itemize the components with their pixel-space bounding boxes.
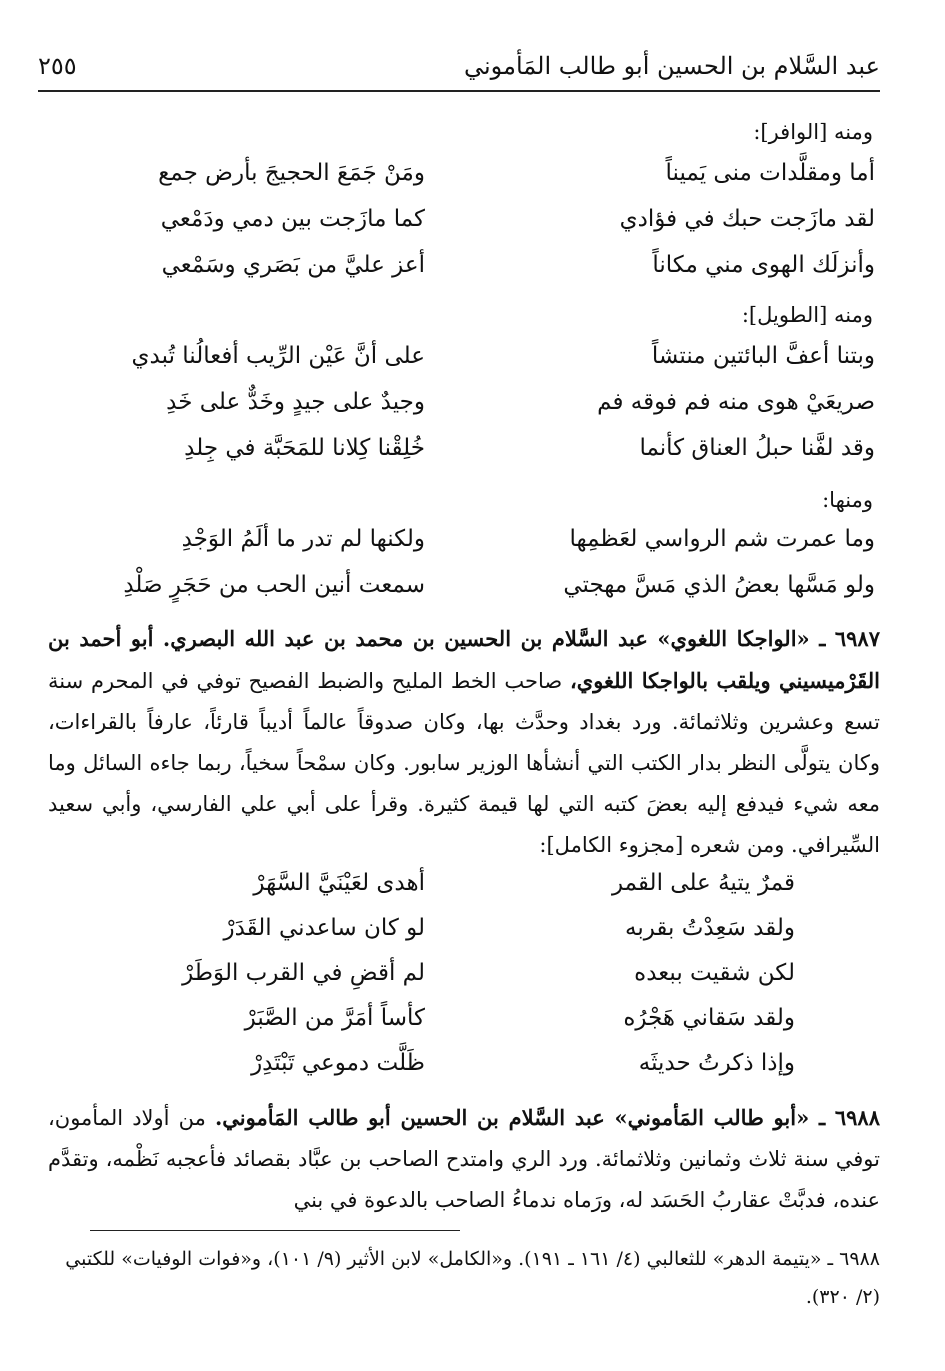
verse-second-hemistich: كما مازَجت بين دمي ودَمْعي bbox=[160, 206, 425, 232]
verse-second-hemistich: أعز عليَّ من بَصَري وسَمْعي bbox=[161, 252, 425, 278]
page-number: ٢٥٥ bbox=[38, 52, 77, 80]
entry-6988-heading: ٦٩٨٨ ـ «أبو طالب المَأموني» عبد السَّلام بن الحسين أبو طالب المَأموني. bbox=[214, 1105, 880, 1130]
verse-line bbox=[70, 206, 875, 250]
verse-first-hemistich: وما عمرت شم الرواسي لعَظمِها bbox=[569, 526, 875, 552]
verse-second-hemistich: خُلِقْنا كِلانا للمَحَبَّة في جِلدِ bbox=[184, 435, 425, 461]
verse-second-hemistich: وجيدٌ على جيدٍ وخَدٌّ على خَدِ bbox=[166, 389, 425, 415]
meter-label: ومنه [الطويل]: bbox=[741, 303, 873, 327]
verse-line bbox=[70, 870, 875, 914]
verse-second-hemistich: ومَنْ جَمَعَ الحجيجَ بأرض جمع bbox=[158, 160, 425, 186]
footnote-divider bbox=[90, 1230, 460, 1231]
verse-second-hemistich: ولكنها لم تدر ما ألَمُ الوَجْدِ bbox=[181, 526, 425, 552]
verse-first-hemistich: ولقد سَعِدْتُ بقربه bbox=[625, 915, 795, 941]
verse-second-hemistich: كأساً أمَرَّ من الصَّبَرْ bbox=[244, 1005, 425, 1031]
running-header bbox=[38, 40, 880, 92]
entry-6988-paragraph bbox=[48, 1097, 880, 1221]
verse-second-hemistich: لم أقضِ في القرب الوَطَرْ bbox=[182, 960, 425, 986]
verse-line bbox=[70, 960, 875, 1004]
verse-first-hemistich: وإذا ذكرتُ حديثَه bbox=[638, 1050, 795, 1076]
verse-first-hemistich: أما ومقلَّدات منى يَميناً bbox=[665, 160, 875, 186]
meter-label: ومنها: bbox=[822, 488, 873, 512]
verse-first-hemistich: قمرٌ يتيهُ على القمر bbox=[611, 870, 795, 896]
verse-second-hemistich: على أنَّ عَيْن الرِّيب أفعالُنا تُبدي bbox=[131, 343, 425, 369]
verse-line bbox=[70, 526, 875, 570]
verse-first-hemistich: وقد لفَّنا حبلُ العناق كأنما bbox=[639, 435, 875, 461]
verse-first-hemistich: ولو مَسَّها بعضُ الذي مَسَّ مهجتي bbox=[563, 572, 875, 598]
verse-line bbox=[70, 252, 875, 296]
verse-second-hemistich: سمعت أنين الحب من حَجَرٍ صَلْدِ bbox=[123, 572, 425, 598]
verse-second-hemistich: أهدى لعَيْنَيَّ السَّهَرْ bbox=[253, 870, 425, 896]
verse-line bbox=[70, 1050, 875, 1094]
entry-6987-heading: ٦٩٨٧ ـ «الواجكا اللغوي» عبد السَّلام بن الحسين بن محمد بن عبد الله البصري. أبو أحمد بن القَرْميسيني ويلقب بالواجكا اللغوي، bbox=[48, 626, 880, 693]
verse-line bbox=[70, 160, 875, 204]
verse-first-hemistich: لكن شقيت ببعده bbox=[634, 960, 795, 986]
verse-second-hemistich: لو كان ساعدني القَدَرْ bbox=[223, 915, 425, 941]
verse-second-hemistich: ظَلَّت دموعي تَبْتَدِرْ bbox=[251, 1050, 425, 1076]
verse-line bbox=[70, 572, 875, 616]
header-title: عبد السَّلام بن الحسين أبو طالب المَأموني bbox=[464, 52, 880, 80]
verse-first-hemistich: وأنزلَك الهوى مني مكاناً bbox=[652, 252, 875, 278]
entry-6987-text: صاحب الخط المليح والضبط الفصيح توفي في المحرم سنة تسع وعشرين وثلاثمائة. ورد بغداد وحدَّث بها، وكان صدوقاً عالماً أديباً قارئاً، عارفاً بالقراءات، وكان يتولَّى النظر بدار الكتب التي أنشأها الوزير سابور. وكان سمْحاً سخياً، ربما جاءه السائل وما معه شيء فيدفع إليه بعضَ كتبه التي لها قيمة كثيرة. وقرأ على أبي علي الفارسي، وأبي سعيد السِّيرافي. ومن شعره [مجزوء الكامل]: bbox=[48, 669, 880, 857]
verse-line bbox=[70, 343, 875, 387]
verse-first-hemistich: ولقد سَقاني هَجْرُه bbox=[623, 1005, 795, 1031]
footnote: ٦٩٨٨ ـ «يتيمة الدهر» للثعالبي (٤/ ١٦١ ـ ١٩١). و«الكامل» لابن الأثير (٩/ ١٠١)، و«فوات الوفيات» للكتبي (٢/ ٣٢٠). bbox=[65, 1248, 880, 1308]
verse-first-hemistich: صريعَيْ هوى منه فم فوقه فم bbox=[597, 389, 875, 415]
verse-line bbox=[70, 915, 875, 959]
entry-6987-paragraph bbox=[48, 618, 880, 866]
meter-label: ومنه [الوافر]: bbox=[753, 120, 873, 144]
verse-line bbox=[70, 1005, 875, 1049]
verse-first-hemistich: لقد مازَجت حبك في فؤادي bbox=[619, 206, 875, 232]
verse-line bbox=[70, 435, 875, 479]
verse-first-hemistich: وبتنا أعفَّ البائتين منتشاً bbox=[651, 343, 875, 369]
verse-line bbox=[70, 389, 875, 433]
entry-6988-text: من أولاد المأمون، توفي سنة ثلاث وثمانين وثلاثمائة. ورد الري وامتدح الصاحب بن عبَّاد بقصائد فأعجبه نَظْمه، وتقدَّم عنده، فدبَّتْ عقاربُ الحَسَد له، ورَماه ندماءُ الصاحب بالدعوة في بني bbox=[48, 1106, 880, 1212]
